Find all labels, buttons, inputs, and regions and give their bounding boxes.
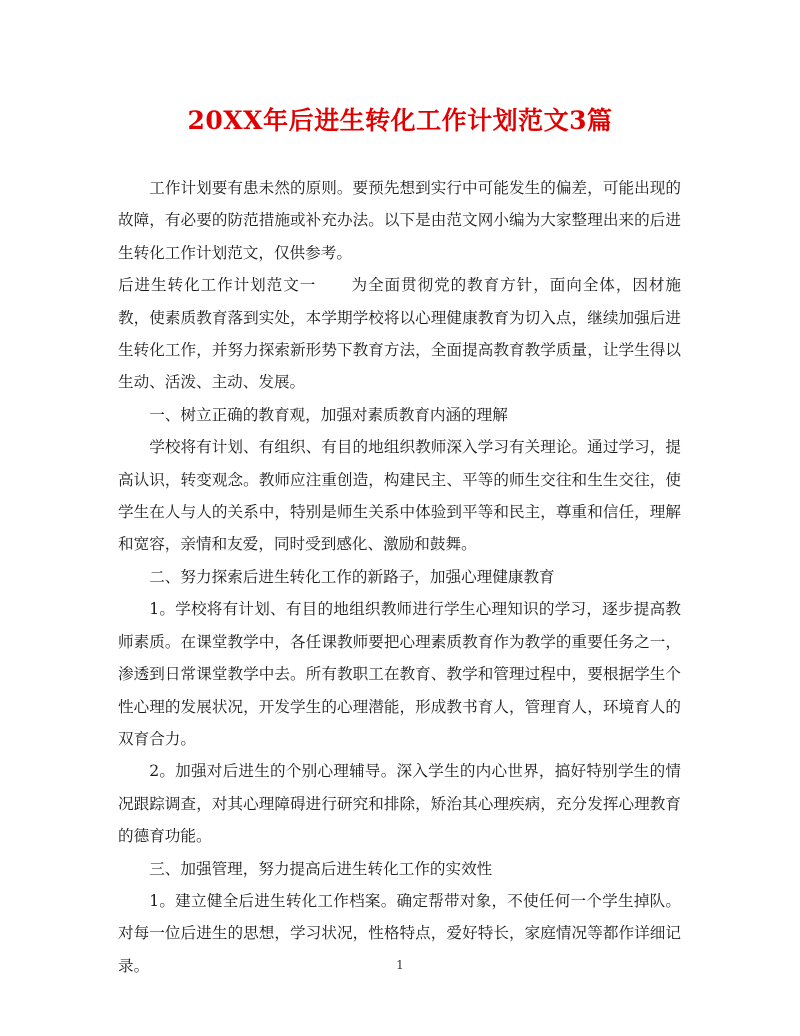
- paragraph-two: 1。学校将有计划、有目的地组织教师进行学生心理知识的学习，逐步提高教师素质。在课堂教学中，各任课教师要把心理素质教育作为教学的重要任务之一，渗透到日常课堂教学中去。所有教职工在教育、教学和管理过程中，要根据学生个性心理的发展状况，开发学生的心理潜能，形成教书育人，管理育人，环境育人的双育合力。: [118, 600, 681, 748]
- page-number: 1: [396, 958, 404, 972]
- paragraph-three: 2。加强对后进生的个别心理辅导。深入学生的内心世界，搞好特别学生的情况跟踪调查，对其心理障碍进行研究和排除，矫治其心理疾病，充分发挥心理教育的德育功能。: [118, 762, 681, 846]
- heading-two: 二、努力探索后进生转化工作的新路子，加强心理健康教育: [149, 567, 555, 586]
- section-lead-text: 为全面贯彻党的教育方针，面向全体，因材施教，使素质教育落到实处，本学期学校将以心理健康教育为切入点，继续加强后进生转化工作，并努力探索新形势下教育方法，全面提高教育教学质量，让学生得以生动、活泼、主动、发展。: [118, 276, 681, 392]
- paragraph-one: 学校将有计划、有组织、有目的地组织教师深入学习有关理论。通过学习，提高认识，转变观念。教师应注重创造，构建民主、平等的师生交往和生生交往，使学生在人与人的关系中，特别是师生关系中体验到平等和民主，尊重和信任，理解和宽容，亲情和友爱，同时受到感化、激励和鼓舞。: [118, 438, 681, 554]
- document-title: 20XX年后进生转化工作计划范文3篇: [187, 106, 613, 135]
- section-lead-paragraph: [118, 269, 681, 399]
- section-label: 后进生转化工作计划范文一: [118, 276, 317, 295]
- heading-three: 三、加强管理，努力提高后进生转化工作的实效性: [149, 859, 493, 878]
- paragraph-four: 1。建立健全后进生转化工作档案。确定帮带对象，不使任何一个学生掉队。对每一位后进生的思想，学习状况，性格特点，爱好特长，家庭情况等都作详细记录。: [118, 891, 681, 975]
- heading-one: 一、树立正确的教育观，加强对素质教育内涵的理解: [149, 405, 508, 424]
- document-body: [118, 172, 681, 982]
- intro-paragraph: 工作计划要有患未然的原则。要预先想到实行中可能发生的偏差，可能出现的故障，有必要的防范措施或补充办法。以下是由范文网小编为大家整理出来的后进生转化工作计划范文，仅供参考。: [118, 179, 681, 262]
